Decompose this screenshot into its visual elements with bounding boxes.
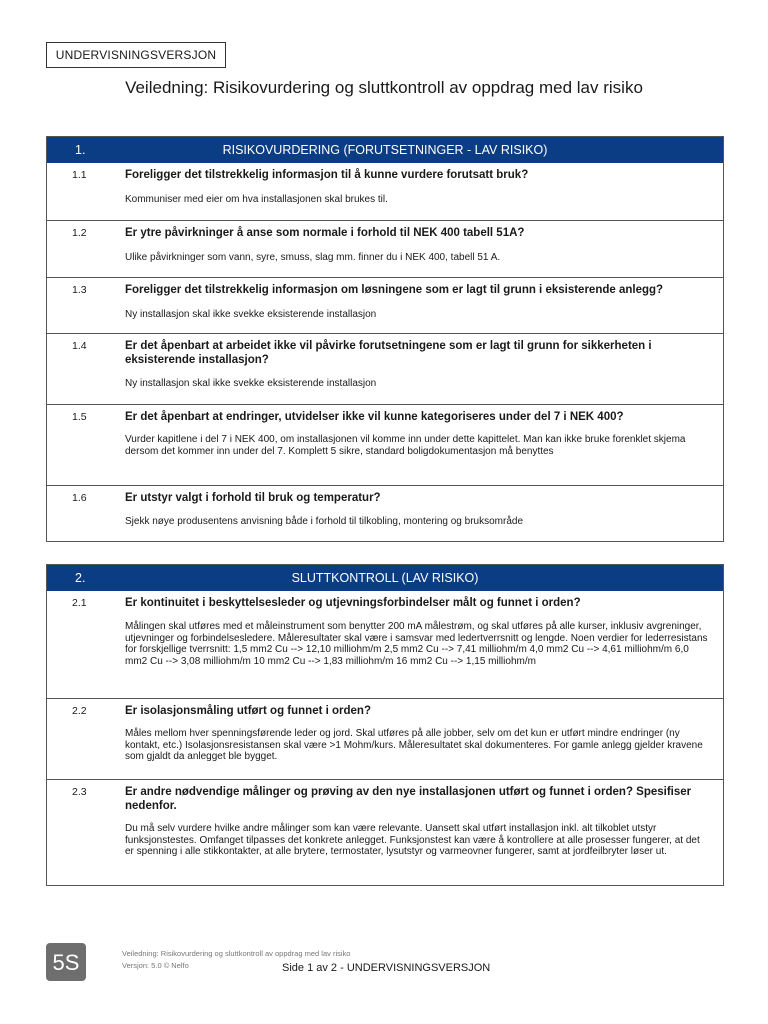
checklist-row	[47, 220, 723, 277]
5s-logo-icon	[51, 948, 81, 976]
checklist-row	[47, 163, 723, 220]
section-header	[47, 137, 723, 163]
row-number: 2.3	[72, 786, 87, 798]
section-number: 1.	[75, 143, 86, 157]
document-title: Veiledning: Risikovurdering og sluttkontroll av oppdrag med lav risiko	[125, 78, 643, 97]
row-description: Du må selv vurdere hvilke andre målinger som kan være relevante. Uansett skal utført installasjon inkl. alt tilkoblet utstyr funksjonstestes. Omfanget tilpasses det konkrete anlegget. Funksjonstest kan være å kontrollere at alle prosesser fungerer, at det er spenning i alle stikkontakter, at alle brytere, termostater, lysutstyr og varmeovner fungerer, samt at jordfeilbryter løser ut.	[125, 823, 700, 857]
section-header	[47, 565, 723, 591]
row-question: Er det åpenbart at arbeidet ikke vil påvirke forutsetningene som er lagt til grunn for sikkerheten i eksisterende installasjon?	[125, 340, 652, 366]
section-title: RISIKOVURDERING (FORUTSETNINGER - LAV RISIKO)	[222, 143, 548, 157]
checklist-row	[47, 277, 723, 333]
checklist-row	[47, 333, 723, 404]
row-number: 2.2	[72, 705, 87, 717]
row-description: Vurder kapitlene i del 7 i NEK 400, om installasjonen vil komme inn under dette kapittelet. Man kan ikke bruke forenklet skjema dersom det kommer inn under del 7. Komplett 5 sikre, standard boligdokumentasjon må benyttes	[125, 434, 686, 457]
row-description: Sjekk nøye produsentens anvisning både i forhold til tilkobling, montering og bruksområde	[125, 516, 524, 527]
row-question: Er kontinuitet i beskyttelsesleder og utjevningsforbindelser målt og funnet i orden?	[125, 597, 581, 609]
checklist-row	[47, 404, 723, 485]
checklist-row	[47, 698, 723, 779]
row-question: Foreligger det tilstrekkelig informasjon til å kunne vurdere forutsatt bruk?	[125, 169, 529, 181]
edition-badge: UNDERVISNINGSVERSJON	[46, 42, 226, 68]
row-question: Er isolasjonsmåling utført og funnet i orden?	[125, 705, 371, 717]
section-title: SLUTTKONTROLL (LAV RISIKO)	[291, 571, 479, 585]
row-number: 2.1	[72, 597, 87, 609]
footer-version: Versjon: 5.0 © Nelfo	[122, 961, 189, 970]
row-description: Målingen skal utføres med et måleinstrument som benytter 200 mA målestrøm, og skal utføres på alle kurser, inklusiv avgreninger, utjevninger og forbindelsesledere. Måleresultater skal være i samsvar med ledertverrsnitt og lengde. Noen verdier for lederresistans for forskjellige tverrsnitt: 1,5 mm2 Cu --> 12,10 milliohm/m 2,5 mm2 Cu --> 7,41 milliohm/m 4,0 mm2 Cu --> 4,61 milliohm/m 6,0 mm2 Cu --> 3,08 milliohm/m 10 mm2 Cu --> 1,83 milliohm/m 16 mm2 Cu --> 1,15 milliohm/m	[125, 621, 708, 667]
footer-document-name: Veiledning: Risikovurdering og sluttkontroll av oppdrag med lav risiko	[122, 949, 351, 958]
checklist-row	[47, 591, 723, 698]
section-risk-assessment	[46, 136, 724, 542]
5s-logo	[46, 943, 86, 981]
row-number: 1.6	[72, 492, 87, 504]
row-question: Er utstyr valgt i forhold til bruk og temperatur?	[125, 492, 381, 504]
row-number: 1.5	[72, 411, 87, 423]
checklist-row	[47, 779, 723, 885]
row-question: Foreligger det tilstrekkelig informasjon om løsningene som er lagt til grunn i eksisterende anlegg?	[125, 284, 664, 296]
row-description: Kommuniser med eier om hva installasjonen skal brukes til.	[125, 194, 388, 205]
row-number: 1.1	[72, 169, 87, 181]
checklist-row	[47, 485, 723, 541]
row-number: 1.2	[72, 227, 87, 239]
page-number: Side 1 av 2 - UNDERVISNINGSVERSJON	[282, 962, 491, 974]
row-number: 1.3	[72, 284, 87, 296]
row-question: Er ytre påvirkninger å anse som normale i forhold til NEK 400 tabell 51A?	[125, 227, 525, 239]
row-question: Er andre nødvendige målinger og prøving av den nye installasjonen utført og funnet i orden? Spesifiser nedenfor.	[125, 786, 692, 812]
row-description: Ulike påvirkninger som vann, syre, smuss, slag mm. finner du i NEK 400, tabell 51 A.	[125, 252, 501, 263]
row-question: Er det åpenbart at endringer, utvidelser ikke vil kunne kategoriseres under del 7 i NEK 400?	[125, 411, 624, 423]
section-number: 2.	[75, 571, 86, 585]
svg-text:5S: 5S	[52, 950, 80, 975]
section-final-inspection	[46, 564, 724, 886]
row-description: Ny installasjon skal ikke svekke eksisterende installasjon	[125, 309, 377, 320]
row-description: Ny installasjon skal ikke svekke eksisterende installasjon	[125, 378, 377, 389]
row-number: 1.4	[72, 340, 87, 352]
row-description: Måles mellom hver spenningsførende leder og jord. Skal utføres på alle jobber, selv om det kun er utført mindre endringer (ny kontakt, etc.) Isolasjonsresistansen skal være >1 Mohm/kurs. Måleresultatet skal dokumenteres. For gamle anlegg gjelder kravene som gjaldt da anlegget ble bygget.	[125, 728, 703, 762]
